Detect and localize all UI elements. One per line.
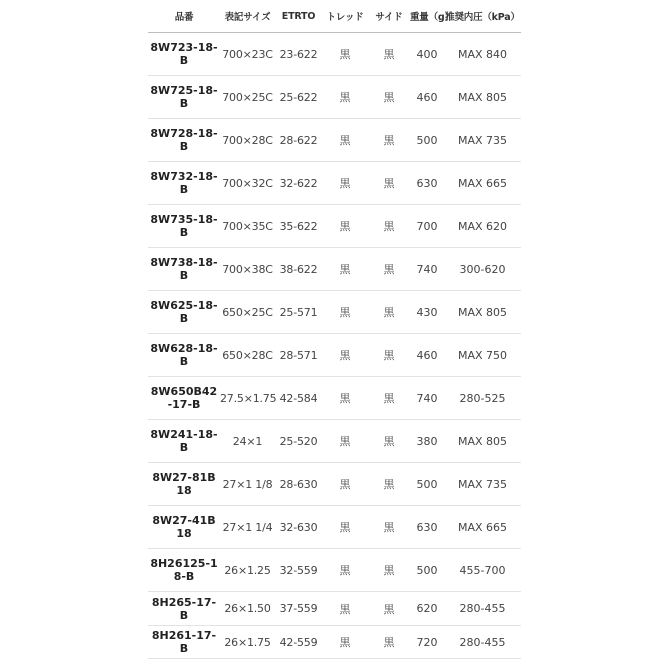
cell-tread: 黒: [322, 549, 368, 592]
cell-size: 700×25C: [220, 76, 275, 119]
cell-size: 26×1.75: [220, 626, 275, 659]
table-row: [148, 506, 521, 549]
cell-product-code: 8W625-18-B: [148, 291, 220, 334]
cell-side: 黒: [368, 377, 410, 420]
cell-side: 黒: [368, 334, 410, 377]
cell-weight: 500: [410, 119, 444, 162]
cell-side: 黒: [368, 76, 410, 119]
cell-weight: 500: [410, 549, 444, 592]
cell-pressure: MAX 665: [444, 506, 521, 549]
cell-side: 黒: [368, 119, 410, 162]
header-side: サイド: [368, 0, 410, 33]
cell-pressure: MAX 620: [444, 205, 521, 248]
cell-product-code: 8W728-18-B: [148, 119, 220, 162]
table-row: [148, 420, 521, 463]
cell-size: 27.5×1.75: [220, 377, 275, 420]
cell-weight: 500: [410, 463, 444, 506]
cell-pressure: MAX 735: [444, 119, 521, 162]
cell-pressure: 280-455: [444, 592, 521, 626]
cell-etrto: 32-622: [275, 162, 322, 205]
cell-tread: 黒: [322, 592, 368, 626]
cell-size: 700×23C: [220, 33, 275, 76]
cell-weight: 400: [410, 33, 444, 76]
cell-product-code: 8W27-81B18: [148, 463, 220, 506]
cell-product-code: 8W628-18-B: [148, 334, 220, 377]
table-row: [148, 162, 521, 205]
cell-size: 27×1 1/8: [220, 463, 275, 506]
cell-weight: 380: [410, 420, 444, 463]
cell-weight: 740: [410, 248, 444, 291]
header-size: 表記サイズ: [220, 0, 275, 33]
cell-tread: 黒: [322, 506, 368, 549]
cell-tread: 黒: [322, 248, 368, 291]
cell-etrto: 32-630: [275, 506, 322, 549]
cell-pressure: MAX 665: [444, 162, 521, 205]
cell-side: 黒: [368, 506, 410, 549]
cell-weight: 620: [410, 592, 444, 626]
cell-product-code: 8W241-18-B: [148, 420, 220, 463]
cell-size: 650×28C: [220, 334, 275, 377]
header-row: [148, 0, 521, 33]
cell-product-code: 8W27-41B18: [148, 506, 220, 549]
cell-weight: 430: [410, 291, 444, 334]
header-product-code: 品番: [148, 0, 220, 33]
cell-pressure: MAX 840: [444, 33, 521, 76]
cell-tread: 黒: [322, 162, 368, 205]
table-row: [148, 334, 521, 377]
cell-product-code: 8W738-18-B: [148, 248, 220, 291]
table-row: [148, 248, 521, 291]
cell-pressure: 280-455: [444, 626, 521, 659]
cell-tread: 黒: [322, 119, 368, 162]
cell-side: 黒: [368, 248, 410, 291]
cell-pressure: MAX 750: [444, 334, 521, 377]
cell-size: 700×38C: [220, 248, 275, 291]
cell-tread: 黒: [322, 33, 368, 76]
cell-tread: 黒: [322, 420, 368, 463]
cell-tread: 黒: [322, 205, 368, 248]
cell-pressure: 280-525: [444, 377, 521, 420]
cell-etrto: 23-622: [275, 33, 322, 76]
table-row: [148, 76, 521, 119]
cell-etrto: 28-622: [275, 119, 322, 162]
cell-product-code: 8H26125-18-B: [148, 549, 220, 592]
cell-etrto: 35-622: [275, 205, 322, 248]
header-tread: トレッド: [322, 0, 368, 33]
cell-tread: 黒: [322, 626, 368, 659]
cell-weight: 630: [410, 162, 444, 205]
cell-tread: 黒: [322, 377, 368, 420]
cell-pressure: 300-620: [444, 248, 521, 291]
cell-product-code: 8W735-18-B: [148, 205, 220, 248]
cell-pressure: MAX 735: [444, 463, 521, 506]
cell-etrto: 42-559: [275, 626, 322, 659]
header-weight: 重量（g）: [410, 0, 444, 33]
cell-product-code: 8W725-18-B: [148, 76, 220, 119]
cell-side: 黒: [368, 463, 410, 506]
table-row: [148, 205, 521, 248]
cell-etrto: 25-571: [275, 291, 322, 334]
cell-size: 26×1.50: [220, 592, 275, 626]
cell-size: 700×35C: [220, 205, 275, 248]
cell-weight: 460: [410, 76, 444, 119]
cell-pressure: 455-700: [444, 549, 521, 592]
cell-side: 黒: [368, 549, 410, 592]
cell-etrto: 38-622: [275, 248, 322, 291]
table-row: [148, 626, 521, 659]
cell-product-code: 8H265-17-B: [148, 592, 220, 626]
cell-etrto: 37-559: [275, 592, 322, 626]
cell-weight: 740: [410, 377, 444, 420]
cell-weight: 460: [410, 334, 444, 377]
cell-product-code: 8W723-18-B: [148, 33, 220, 76]
table-row: [148, 463, 521, 506]
cell-pressure: MAX 805: [444, 76, 521, 119]
cell-pressure: MAX 805: [444, 420, 521, 463]
cell-tread: 黒: [322, 463, 368, 506]
table-header: [148, 0, 521, 33]
cell-tread: 黒: [322, 76, 368, 119]
table-body: [148, 33, 521, 659]
cell-size: 24×1: [220, 420, 275, 463]
cell-weight: 720: [410, 626, 444, 659]
cell-tread: 黒: [322, 334, 368, 377]
cell-etrto: 42-584: [275, 377, 322, 420]
cell-size: 700×32C: [220, 162, 275, 205]
cell-side: 黒: [368, 420, 410, 463]
cell-side: 黒: [368, 205, 410, 248]
cell-etrto: 25-622: [275, 76, 322, 119]
cell-pressure: MAX 805: [444, 291, 521, 334]
cell-weight: 700: [410, 205, 444, 248]
cell-weight: 630: [410, 506, 444, 549]
tire-spec-table: [148, 0, 521, 659]
table-row: [148, 119, 521, 162]
cell-tread: 黒: [322, 291, 368, 334]
cell-size: 700×28C: [220, 119, 275, 162]
cell-side: 黒: [368, 291, 410, 334]
cell-size: 26×1.25: [220, 549, 275, 592]
header-pressure: 推奨内圧（kPa）: [444, 0, 521, 33]
table-row: [148, 592, 521, 626]
header-etrto: ETRTO: [275, 0, 322, 33]
cell-etrto: 32-559: [275, 549, 322, 592]
cell-product-code: 8W650B42-17-B: [148, 377, 220, 420]
cell-product-code: 8H261-17-B: [148, 626, 220, 659]
cell-side: 黒: [368, 33, 410, 76]
table-row: [148, 291, 521, 334]
cell-etrto: 28-630: [275, 463, 322, 506]
cell-etrto: 25-520: [275, 420, 322, 463]
cell-side: 黒: [368, 162, 410, 205]
table-row: [148, 377, 521, 420]
table-row: [148, 549, 521, 592]
cell-etrto: 28-571: [275, 334, 322, 377]
cell-size: 650×25C: [220, 291, 275, 334]
cell-size: 27×1 1/4: [220, 506, 275, 549]
table-row: [148, 33, 521, 76]
cell-side: 黒: [368, 592, 410, 626]
cell-product-code: 8W732-18-B: [148, 162, 220, 205]
cell-side: 黒: [368, 626, 410, 659]
